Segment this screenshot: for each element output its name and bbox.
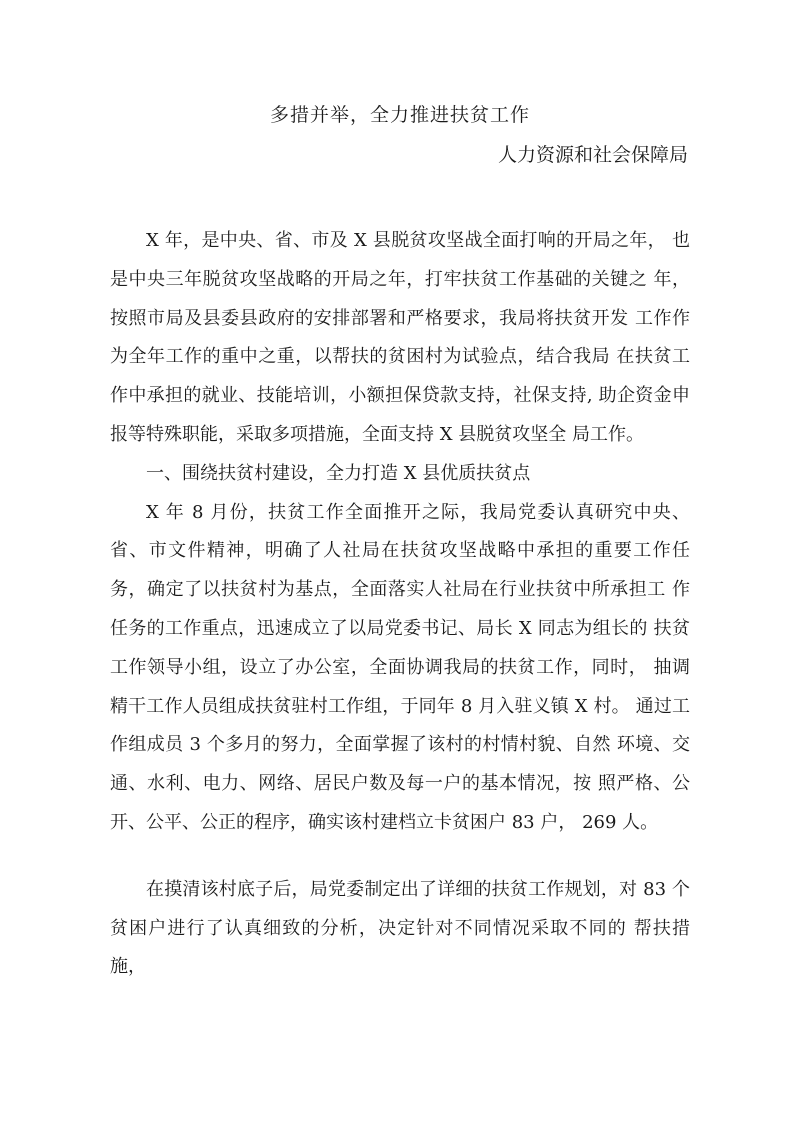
section-heading: 一、围绕扶贫村建设，全力打造 X 县优质扶贫点 (146, 462, 531, 484)
document-body (110, 222, 690, 987)
paragraph-plan: 在摸清该村底子后，局党委制定出了详细的扶贫工作规划，对 83 个贫困户进行了认真细致的分析，决定针对不同情况采取不同的 帮扶措施， (110, 878, 690, 978)
issuing-organization: 人力资源和社会保障局 (497, 144, 688, 166)
document-title: 多措并举，全力推进扶贫工作 (269, 104, 530, 126)
paragraph-section-1: X 年 8 月份，扶贫工作全面推开之际，我局党委认真研究中央、 省、市文件精神，明确了人社局在扶贫攻坚战略中承担的重要工作任 务，确定了以扶贫村为基点，全面落实人社局在行业扶贫中所承担工 作任务的工作重点，迅速成立了以局党委书记、局长 X 同志为组长的 扶贫工作领导小组，设立了办公室，全面协调我局的扶贫工作，同时， 抽调精干工作人员组成扶贫驻村工作组，于同年 8 月入驻义镇 X 村。 通过工作组成员 3 个多月的努力，全面掌握了该村的村情村貌、自然 环境、交通、水利、电力、网络、居民户数及每一户的基本情况，按 照严格、公开、公平、公正的程序，确实该村建档立卡贫困户 83 户， 269 人。 (110, 501, 690, 833)
paragraph-intro: X 年，是中央、省、市及 X 县脱贫攻坚战全面打响的开局之年， 也是中央三年脱贫攻坚战略的开局之年，打牢扶贫工作基础的关键之 年，按照市局及县委县政府的安排部署和严格要求，我局将扶贫开发 工作作为全年工作的重中之重，以帮扶的贫困村为试验点，结合我局 在扶贫工作中承担的就业、技能培训，小额担保贷款支持，社保支持, 助企资金申报等特殊职能，采取多项措施，全面支持 X 县脱贫攻坚全 局工作。 (110, 230, 690, 445)
